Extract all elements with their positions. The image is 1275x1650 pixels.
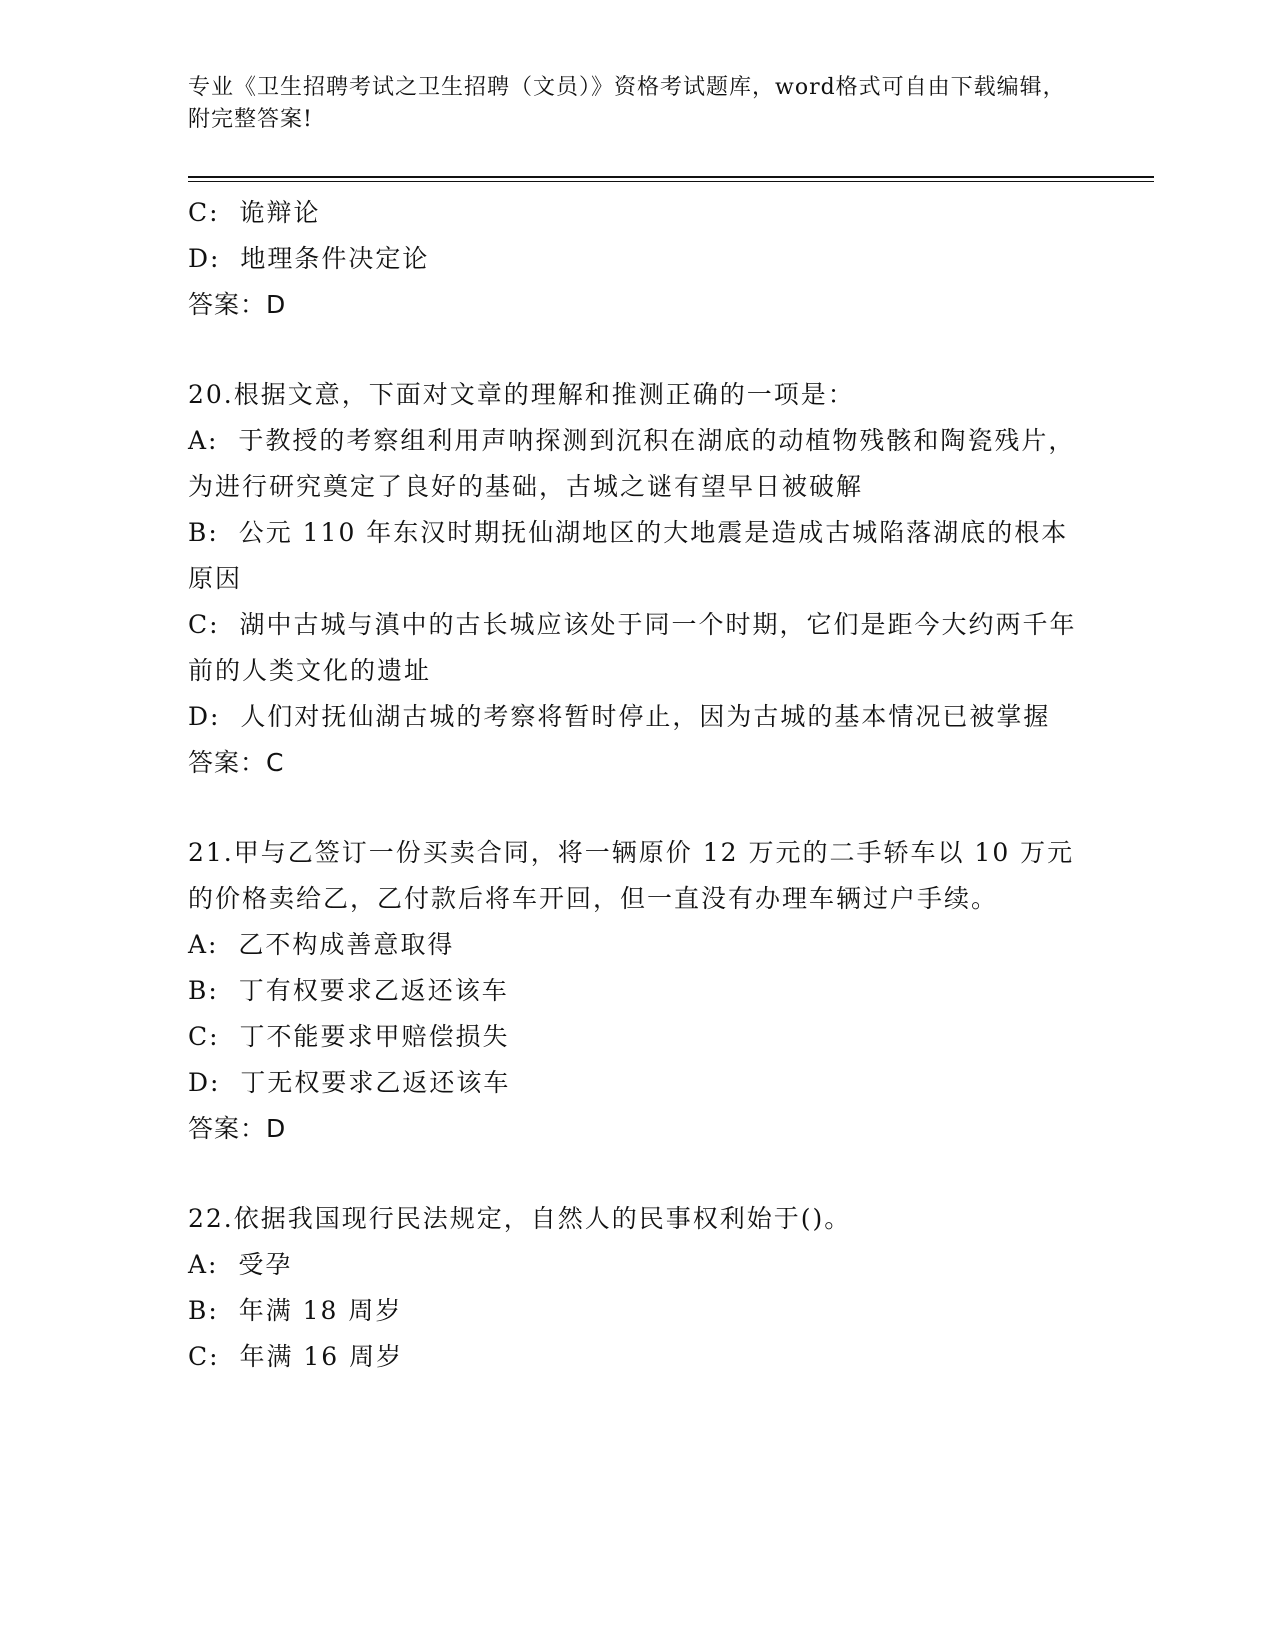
spacer: [188, 1152, 1088, 1196]
option-b: B: 公元 110 年东汉时期抚仙湖地区的大地震是造成古城陷落湖底的根本原因: [188, 518, 1069, 593]
question-20: [188, 372, 1088, 786]
option-d: D: 地理条件决定论: [188, 244, 430, 273]
question-21: [188, 830, 1088, 1152]
answer: 答案：D: [188, 290, 287, 319]
header-divider-thick: [188, 176, 1154, 178]
option-c: C: 诡辩论: [188, 198, 321, 227]
option-b: B: 年满 18 周岁: [188, 1296, 403, 1325]
option-a: A: 受孕: [188, 1250, 293, 1279]
question-19-tail: [188, 190, 1088, 328]
spacer: [188, 328, 1088, 372]
answer: 答案：C: [188, 748, 285, 777]
answer: 答案：D: [188, 1114, 287, 1143]
option-d: D: 人们对抚仙湖古城的考察将暂时停止，因为古城的基本情况已被掌握: [188, 702, 1051, 731]
question-stem: 20.根据文意，下面对文章的理解和推测正确的一项是：: [188, 380, 855, 409]
option-c: C: 湖中古城与滇中的古长城应该处于同一个时期，它们是距今大约两千年前的人类文化的遗址: [188, 610, 1077, 685]
option-d: D: 丁无权要求乙返还该车: [188, 1068, 511, 1097]
question-content: [188, 190, 1088, 1380]
question-22: [188, 1196, 1088, 1380]
page-header-text: 专业《卫生招聘考试之卫生招聘（文员）》资格考试题库，word格式可自由下载编辑，附完整答案!: [188, 75, 1066, 132]
option-c: C: 丁不能要求甲赔偿损失: [188, 1022, 510, 1051]
spacer: [188, 786, 1088, 830]
option-b: B: 丁有权要求乙返还该车: [188, 976, 509, 1005]
question-stem: 22.依据我国现行民法规定，自然人的民事权利始于()。: [188, 1204, 852, 1233]
option-a: A: 乙不构成善意取得: [188, 930, 455, 959]
option-a: A: 于教授的考察组利用声呐探测到沉积在湖底的动植物残骸和陶瓷残片，为进行研究奠定了良好的基础，古城之谜有望早日被破解: [188, 426, 1076, 501]
option-c: C: 年满 16 周岁: [188, 1342, 404, 1371]
question-stem: 21.甲与乙签订一份买卖合同，将一辆原价 12 万元的二手轿车以 10 万元的价格卖给乙，乙付款后将车开回，但一直没有办理车辆过户手续。: [188, 838, 1075, 913]
header-divider-thin: [188, 181, 1154, 182]
